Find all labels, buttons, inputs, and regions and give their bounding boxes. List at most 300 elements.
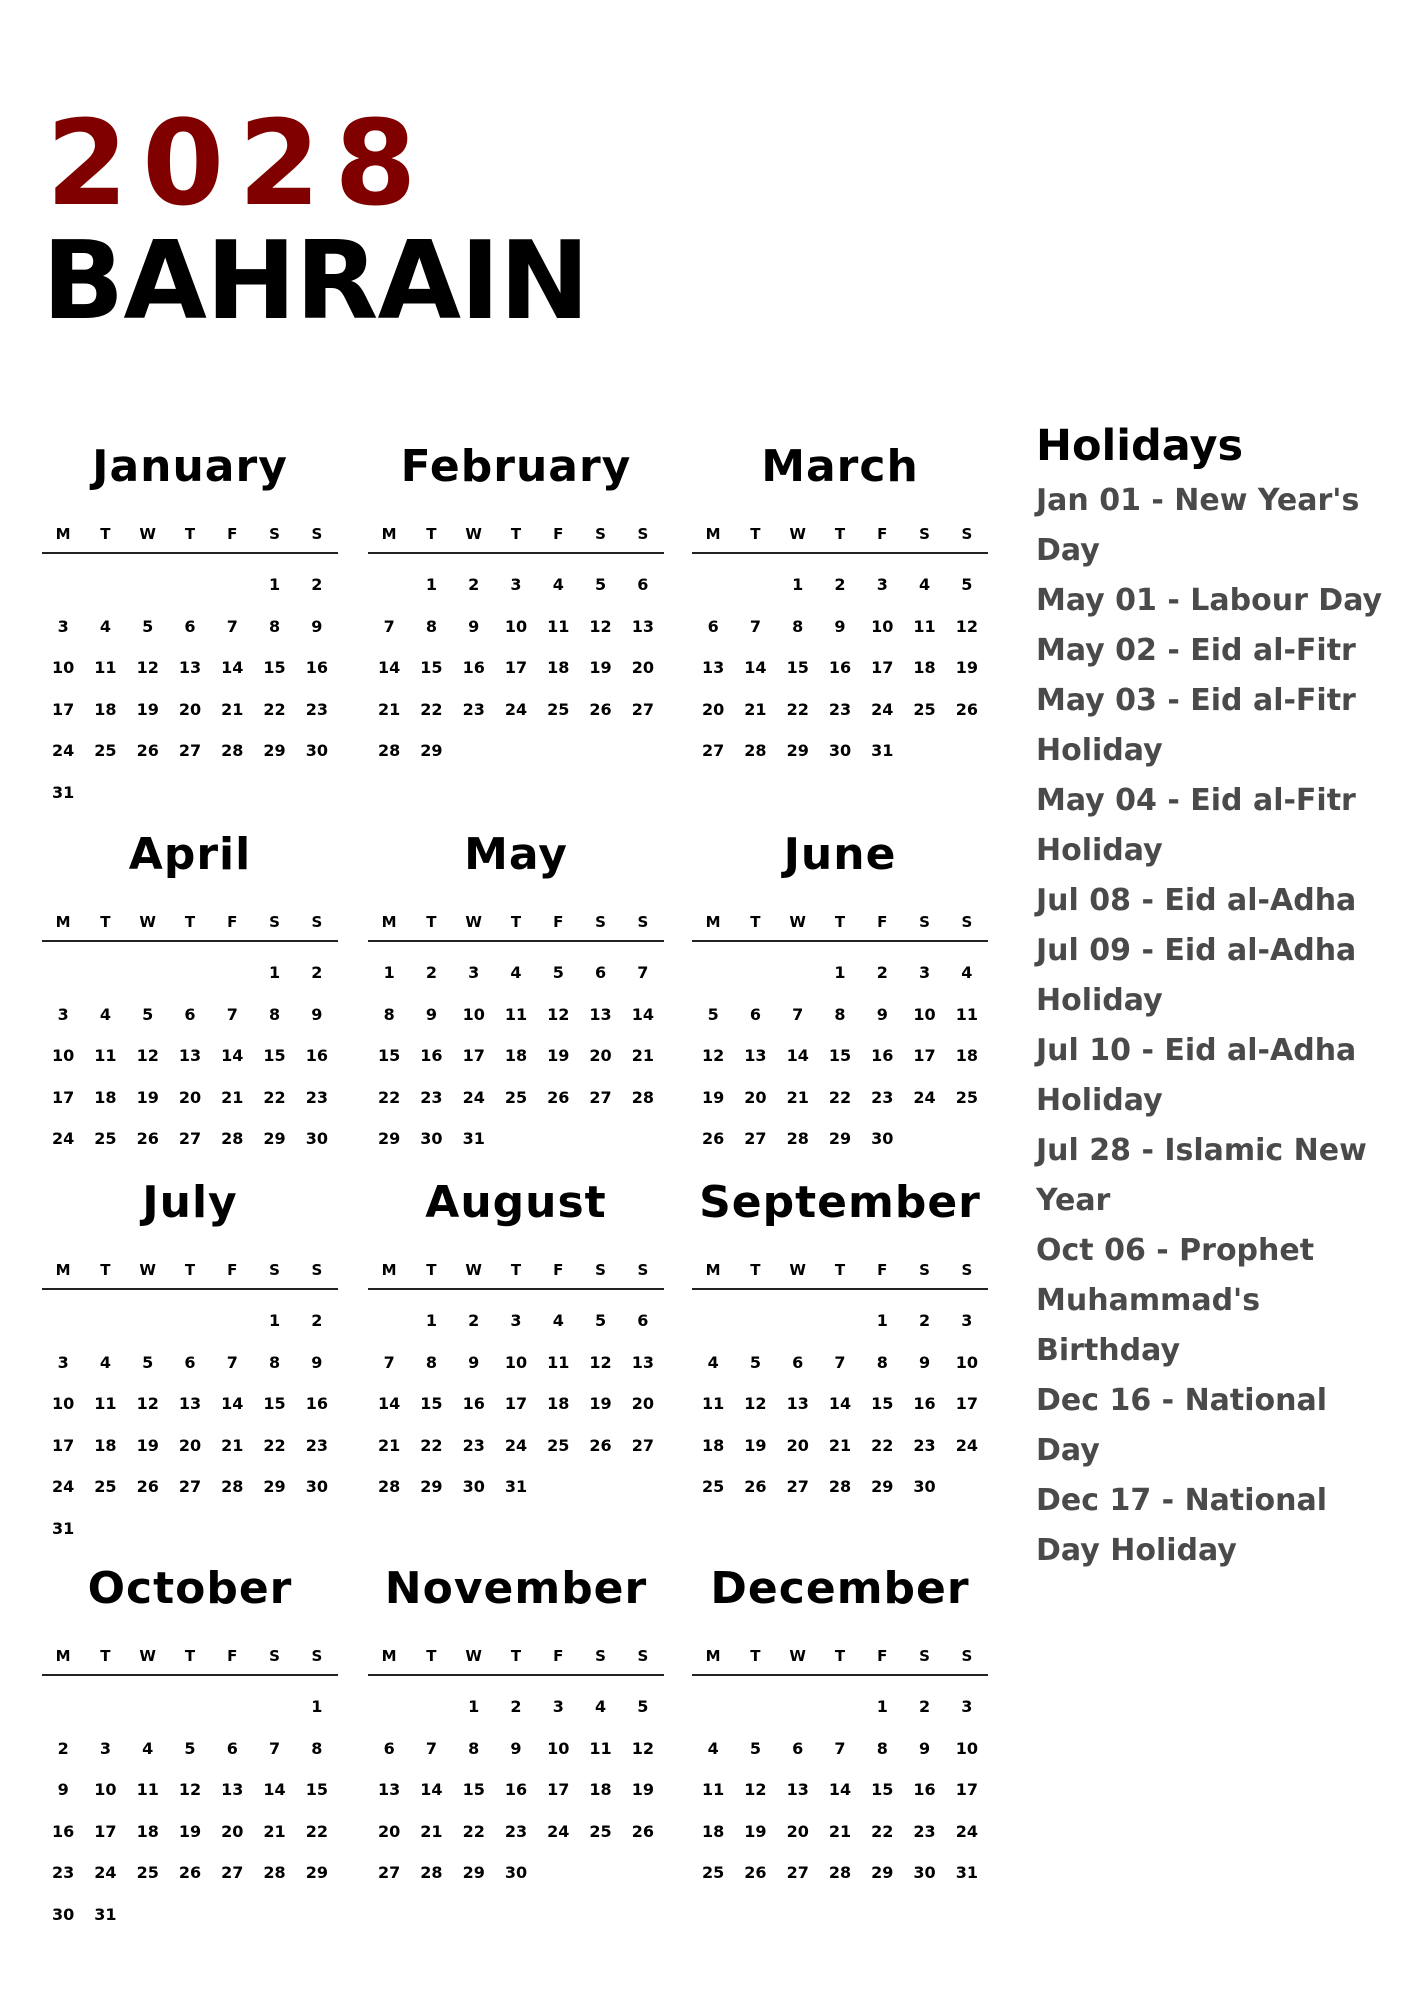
day-cell: 23 bbox=[462, 699, 485, 719]
day-cell: 5 bbox=[961, 575, 973, 594]
weekday-header bbox=[42, 906, 338, 938]
day-cell: 6 bbox=[792, 1352, 804, 1372]
empty-day-cell bbox=[368, 1300, 410, 1342]
day-cell: 24 bbox=[462, 1087, 485, 1107]
day-cell: 7 bbox=[383, 616, 395, 636]
day-cell: 1 bbox=[425, 575, 437, 594]
day-cell: 3 bbox=[468, 963, 480, 982]
day-cell: 28 bbox=[420, 1863, 443, 1882]
day-cell: 7 bbox=[792, 1004, 804, 1024]
day-cell: 1 bbox=[834, 963, 846, 982]
country-title: BAHRAIN bbox=[42, 219, 589, 344]
day-cell: 26 bbox=[547, 1087, 570, 1107]
empty-day-cell bbox=[368, 564, 410, 606]
weekday-label: W bbox=[789, 913, 806, 931]
empty-day-cell bbox=[777, 1300, 819, 1342]
day-cell: 1 bbox=[876, 1697, 888, 1716]
day-grid bbox=[42, 1300, 338, 1549]
day-cell: 1 bbox=[425, 1311, 437, 1330]
day-cell: 30 bbox=[305, 1477, 328, 1496]
day-cell: 12 bbox=[136, 1394, 159, 1413]
month-name: August bbox=[425, 1177, 607, 1228]
day-cell: 29 bbox=[305, 1863, 328, 1882]
weekday-label: S bbox=[637, 525, 649, 543]
day-cell: 18 bbox=[547, 1394, 570, 1413]
day-cell: 29 bbox=[420, 1477, 443, 1496]
month-october bbox=[42, 1562, 338, 1935]
day-cell: 7 bbox=[383, 1352, 395, 1372]
day-cell: 12 bbox=[589, 616, 612, 636]
weekday-label: T bbox=[184, 1647, 196, 1665]
day-cell: 10 bbox=[52, 1046, 75, 1065]
day-cell: 31 bbox=[462, 1129, 485, 1148]
day-cell: 20 bbox=[221, 1821, 244, 1841]
day-cell: 28 bbox=[786, 1129, 809, 1148]
month-june bbox=[692, 828, 988, 1160]
weekday-divider bbox=[42, 940, 338, 942]
weekday-header bbox=[692, 906, 988, 938]
day-cell: 28 bbox=[378, 1477, 401, 1496]
weekday-label: W bbox=[789, 525, 806, 543]
day-cell: 9 bbox=[876, 1004, 888, 1024]
day-cell: 7 bbox=[749, 616, 761, 636]
day-cell: 24 bbox=[871, 699, 894, 719]
empty-day-cell bbox=[777, 952, 819, 994]
day-cell: 16 bbox=[305, 1046, 328, 1065]
day-cell: 3 bbox=[510, 575, 522, 594]
day-cell: 18 bbox=[702, 1821, 725, 1841]
day-cell: 25 bbox=[547, 699, 570, 719]
day-cell: 15 bbox=[462, 1780, 485, 1799]
day-cell: 22 bbox=[462, 1821, 485, 1841]
day-cell: 30 bbox=[305, 741, 328, 760]
day-cell: 15 bbox=[263, 1394, 286, 1413]
weekday-header bbox=[368, 1254, 664, 1286]
day-cell: 10 bbox=[913, 1004, 936, 1024]
day-cell: 20 bbox=[178, 1435, 202, 1455]
empty-day-cell bbox=[169, 564, 211, 606]
day-cell: 18 bbox=[547, 658, 570, 677]
day-cell: 19 bbox=[136, 1087, 159, 1107]
day-cell: 16 bbox=[828, 658, 852, 677]
weekday-label: S bbox=[637, 1261, 649, 1279]
month-may bbox=[368, 828, 664, 1160]
month-january bbox=[42, 440, 338, 813]
weekday-label: T bbox=[426, 525, 437, 543]
month-march bbox=[692, 440, 988, 772]
day-cell: 11 bbox=[94, 1394, 117, 1413]
day-grid bbox=[42, 1686, 338, 1935]
day-cell: 23 bbox=[828, 699, 852, 719]
day-cell: 23 bbox=[305, 1435, 328, 1455]
weekday-label: W bbox=[139, 913, 156, 931]
day-cell: 14 bbox=[378, 658, 401, 677]
weekday-label: T bbox=[834, 913, 846, 931]
day-cell: 26 bbox=[631, 1821, 654, 1841]
empty-day-cell bbox=[819, 1300, 861, 1342]
day-cell: 31 bbox=[52, 782, 75, 802]
weekday-label: S bbox=[595, 913, 606, 931]
day-cell: 8 bbox=[268, 1004, 281, 1024]
weekday-divider bbox=[42, 1288, 338, 1290]
day-cell: 6 bbox=[749, 1004, 761, 1024]
month-name: May bbox=[464, 829, 568, 880]
empty-day-cell bbox=[42, 952, 84, 994]
day-cell: 16 bbox=[913, 1394, 936, 1413]
day-cell: 13 bbox=[178, 1394, 202, 1413]
day-cell: 18 bbox=[94, 1087, 117, 1107]
empty-day-cell bbox=[127, 564, 169, 606]
weekday-label: S bbox=[311, 913, 323, 931]
day-cell: 20 bbox=[702, 699, 725, 719]
day-cell: 15 bbox=[871, 1394, 894, 1413]
month-july bbox=[42, 1176, 338, 1549]
day-cell: 7 bbox=[226, 1004, 238, 1024]
day-cell: 25 bbox=[94, 741, 117, 760]
weekday-label: M bbox=[705, 525, 721, 543]
day-cell: 27 bbox=[744, 1129, 767, 1148]
day-cell: 10 bbox=[52, 1394, 75, 1413]
holiday-item: Jul 08 - Eid al-Adha bbox=[1036, 883, 1357, 918]
month-name: January bbox=[92, 441, 288, 492]
day-cell: 4 bbox=[510, 963, 522, 982]
day-cell: 10 bbox=[955, 1738, 978, 1758]
day-cell: 21 bbox=[221, 1087, 244, 1107]
empty-day-cell bbox=[84, 1686, 126, 1728]
day-cell: 14 bbox=[828, 1394, 852, 1413]
day-grid bbox=[368, 952, 664, 1160]
day-cell: 31 bbox=[955, 1863, 978, 1882]
empty-day-cell bbox=[127, 1300, 169, 1342]
day-cell: 4 bbox=[99, 1004, 111, 1024]
day-cell: 5 bbox=[142, 1352, 154, 1372]
day-cell: 6 bbox=[184, 1352, 196, 1372]
holiday-item: Jul 09 - Eid al-Adha Holiday bbox=[1036, 933, 1357, 1018]
day-cell: 25 bbox=[913, 699, 936, 719]
day-cell: 22 bbox=[263, 699, 286, 719]
day-cell: 18 bbox=[504, 1046, 528, 1065]
weekday-label: M bbox=[381, 525, 397, 543]
day-cell: 21 bbox=[420, 1821, 443, 1841]
empty-day-cell bbox=[127, 952, 169, 994]
weekday-label: M bbox=[705, 913, 721, 931]
day-grid bbox=[692, 1686, 988, 1894]
day-cell: 28 bbox=[828, 1863, 852, 1882]
day-cell: 13 bbox=[589, 1004, 612, 1024]
day-cell: 21 bbox=[828, 1435, 852, 1455]
empty-day-cell bbox=[42, 1686, 84, 1728]
weekday-label: T bbox=[510, 1647, 522, 1665]
month-name: September bbox=[699, 1177, 981, 1228]
day-cell: 7 bbox=[226, 616, 238, 636]
weekday-header bbox=[42, 1640, 338, 1672]
day-cell: 12 bbox=[955, 616, 978, 636]
day-cell: 17 bbox=[955, 1394, 978, 1413]
day-cell: 18 bbox=[94, 1435, 117, 1455]
weekday-label: T bbox=[510, 525, 522, 543]
weekday-label: T bbox=[750, 1647, 761, 1665]
empty-day-cell bbox=[42, 564, 84, 606]
day-cell: 30 bbox=[420, 1129, 443, 1148]
holidays-title: Holidays bbox=[1036, 421, 1244, 471]
day-cell: 3 bbox=[57, 1004, 69, 1024]
day-cell: 28 bbox=[221, 1129, 244, 1148]
day-cell: 31 bbox=[52, 1518, 75, 1538]
day-cell: 11 bbox=[913, 616, 936, 636]
day-cell: 7 bbox=[226, 1352, 238, 1372]
month-name: November bbox=[384, 1563, 648, 1614]
day-cell: 30 bbox=[871, 1129, 894, 1148]
weekday-label: T bbox=[184, 1261, 196, 1279]
day-cell: 3 bbox=[552, 1697, 564, 1716]
day-cell: 31 bbox=[871, 741, 894, 760]
day-cell: 24 bbox=[504, 1435, 528, 1455]
day-cell: 4 bbox=[552, 575, 564, 594]
day-cell: 20 bbox=[786, 1821, 809, 1841]
day-cell: 8 bbox=[425, 1352, 437, 1372]
day-cell: 18 bbox=[955, 1046, 978, 1065]
day-cell: 18 bbox=[913, 658, 936, 677]
day-cell: 12 bbox=[744, 1394, 767, 1413]
empty-day-cell bbox=[169, 1686, 211, 1728]
weekday-label: W bbox=[465, 1647, 482, 1665]
day-cell: 18 bbox=[94, 699, 117, 719]
day-cell: 1 bbox=[383, 963, 395, 982]
day-cell: 14 bbox=[221, 658, 244, 677]
weekday-label: W bbox=[465, 913, 482, 931]
weekday-divider bbox=[368, 940, 664, 942]
day-cell: 26 bbox=[136, 1477, 159, 1496]
day-cell: 9 bbox=[311, 616, 323, 636]
day-cell: 14 bbox=[263, 1780, 286, 1799]
day-cell: 23 bbox=[305, 1087, 328, 1107]
day-cell: 29 bbox=[378, 1129, 401, 1148]
day-cell: 5 bbox=[184, 1738, 196, 1758]
day-cell: 17 bbox=[955, 1780, 978, 1799]
day-cell: 18 bbox=[136, 1821, 159, 1841]
weekday-label: F bbox=[227, 913, 238, 931]
day-cell: 29 bbox=[871, 1863, 894, 1882]
day-cell: 23 bbox=[52, 1863, 75, 1882]
day-cell: 15 bbox=[420, 658, 443, 677]
day-cell: 6 bbox=[637, 575, 649, 594]
day-cell: 24 bbox=[955, 1821, 978, 1841]
day-cell: 27 bbox=[786, 1477, 809, 1496]
day-cell: 2 bbox=[311, 1311, 323, 1330]
weekday-label: T bbox=[750, 1261, 761, 1279]
day-cell: 15 bbox=[263, 1046, 286, 1065]
weekday-label: T bbox=[184, 913, 196, 931]
day-cell: 1 bbox=[268, 575, 281, 594]
day-cell: 26 bbox=[744, 1863, 767, 1882]
day-cell: 14 bbox=[786, 1046, 809, 1065]
day-cell: 27 bbox=[702, 741, 725, 760]
day-cell: 14 bbox=[420, 1780, 443, 1799]
day-cell: 16 bbox=[305, 658, 328, 677]
day-cell: 9 bbox=[311, 1004, 323, 1024]
day-grid bbox=[42, 564, 338, 813]
day-cell: 21 bbox=[378, 1435, 401, 1455]
day-cell: 10 bbox=[871, 616, 894, 636]
day-cell: 20 bbox=[786, 1435, 809, 1455]
weekday-label: M bbox=[381, 913, 397, 931]
weekday-label: F bbox=[227, 525, 238, 543]
month-september bbox=[692, 1176, 988, 1508]
weekday-header bbox=[42, 518, 338, 550]
day-cell: 12 bbox=[702, 1046, 725, 1065]
day-cell: 10 bbox=[504, 1352, 528, 1372]
weekday-label: S bbox=[595, 1261, 606, 1279]
day-cell: 22 bbox=[263, 1435, 286, 1455]
weekday-label: T bbox=[100, 525, 111, 543]
weekday-header bbox=[368, 1640, 664, 1672]
weekday-header bbox=[42, 1254, 338, 1286]
day-cell: 20 bbox=[178, 699, 202, 719]
empty-day-cell bbox=[127, 1686, 169, 1728]
day-cell: 4 bbox=[918, 575, 931, 594]
day-cell: 25 bbox=[504, 1087, 528, 1107]
empty-day-cell bbox=[84, 952, 126, 994]
weekday-label: T bbox=[100, 1647, 111, 1665]
weekday-label: S bbox=[919, 1647, 930, 1665]
weekday-label: T bbox=[834, 525, 846, 543]
day-cell: 17 bbox=[52, 699, 75, 719]
day-cell: 11 bbox=[547, 616, 570, 636]
day-cell: 12 bbox=[178, 1780, 202, 1799]
day-cell: 2 bbox=[468, 575, 480, 594]
day-cell: 6 bbox=[184, 616, 196, 636]
day-cell: 5 bbox=[707, 1004, 719, 1024]
day-cell: 19 bbox=[955, 658, 978, 677]
day-cell: 29 bbox=[263, 741, 286, 760]
day-cell: 19 bbox=[744, 1821, 767, 1841]
year-title: 2028 bbox=[46, 94, 431, 232]
month-november bbox=[368, 1562, 664, 1894]
day-cell: 13 bbox=[631, 616, 654, 636]
day-cell: 30 bbox=[504, 1863, 528, 1882]
day-cell: 17 bbox=[52, 1435, 75, 1455]
day-cell: 23 bbox=[871, 1087, 894, 1107]
weekday-label: M bbox=[55, 1647, 71, 1665]
day-cell: 9 bbox=[918, 1352, 931, 1372]
empty-day-cell bbox=[692, 952, 734, 994]
empty-day-cell bbox=[84, 564, 126, 606]
day-cell: 16 bbox=[913, 1780, 936, 1799]
day-cell: 5 bbox=[142, 1004, 154, 1024]
weekday-label: F bbox=[877, 525, 888, 543]
day-cell: 1 bbox=[792, 575, 804, 594]
day-cell: 17 bbox=[871, 658, 894, 677]
day-cell: 29 bbox=[420, 741, 443, 760]
holiday-item: May 04 - Eid al-Fitr Holiday bbox=[1036, 783, 1356, 868]
day-cell: 8 bbox=[311, 1738, 323, 1758]
empty-day-cell bbox=[211, 1300, 253, 1342]
weekday-label: S bbox=[961, 913, 973, 931]
weekday-label: W bbox=[139, 525, 156, 543]
day-cell: 4 bbox=[99, 1352, 111, 1372]
day-cell: 26 bbox=[589, 699, 612, 719]
day-grid bbox=[368, 564, 664, 772]
weekday-label: F bbox=[877, 913, 888, 931]
weekday-label: M bbox=[55, 525, 71, 543]
day-cell: 13 bbox=[178, 658, 202, 677]
day-cell: 23 bbox=[504, 1821, 528, 1841]
weekday-label: S bbox=[311, 1261, 323, 1279]
day-cell: 15 bbox=[786, 658, 809, 677]
holiday-item: Dec 17 - National Day Holiday bbox=[1036, 1483, 1328, 1568]
empty-day-cell bbox=[169, 952, 211, 994]
day-cell: 9 bbox=[510, 1738, 522, 1758]
day-cell: 20 bbox=[631, 1394, 654, 1413]
day-cell: 16 bbox=[462, 1394, 485, 1413]
day-cell: 13 bbox=[786, 1394, 809, 1413]
day-cell: 17 bbox=[94, 1821, 117, 1841]
weekday-label: T bbox=[510, 913, 522, 931]
holiday-item: May 03 - Eid al-Fitr Holiday bbox=[1036, 683, 1356, 768]
day-cell: 11 bbox=[94, 1046, 117, 1065]
day-cell: 25 bbox=[589, 1821, 612, 1841]
weekday-divider bbox=[368, 552, 664, 554]
day-cell: 27 bbox=[221, 1863, 244, 1882]
month-name: December bbox=[710, 1563, 970, 1614]
weekday-label: F bbox=[553, 525, 564, 543]
day-cell: 21 bbox=[786, 1087, 809, 1107]
empty-day-cell bbox=[692, 564, 734, 606]
day-cell: 7 bbox=[834, 1738, 846, 1758]
day-cell: 14 bbox=[828, 1780, 852, 1799]
holidays-panel bbox=[1036, 420, 1396, 1576]
day-cell: 6 bbox=[383, 1738, 395, 1758]
day-cell: 3 bbox=[961, 1697, 973, 1716]
day-cell: 14 bbox=[221, 1394, 244, 1413]
day-cell: 27 bbox=[178, 741, 202, 760]
day-cell: 15 bbox=[828, 1046, 852, 1065]
day-cell: 11 bbox=[504, 1004, 528, 1024]
day-cell: 11 bbox=[94, 658, 117, 677]
month-name: March bbox=[761, 441, 919, 492]
day-cell: 21 bbox=[378, 699, 401, 719]
day-cell: 29 bbox=[263, 1129, 286, 1148]
weekday-label: T bbox=[100, 1261, 111, 1279]
empty-day-cell bbox=[734, 952, 776, 994]
day-cell: 3 bbox=[99, 1738, 111, 1758]
day-cell: 28 bbox=[263, 1863, 286, 1882]
day-cell: 30 bbox=[305, 1129, 328, 1148]
day-cell: 25 bbox=[702, 1477, 725, 1496]
day-cell: 26 bbox=[955, 699, 978, 719]
empty-day-cell bbox=[734, 1686, 776, 1728]
day-cell: 4 bbox=[99, 616, 111, 636]
day-cell: 21 bbox=[828, 1821, 852, 1841]
day-cell: 30 bbox=[913, 1477, 936, 1496]
holiday-item: Jan 01 - New Year's Day bbox=[1036, 483, 1360, 568]
weekday-label: W bbox=[465, 525, 482, 543]
day-cell: 16 bbox=[871, 1046, 894, 1065]
day-cell: 5 bbox=[594, 575, 607, 594]
day-cell: 9 bbox=[468, 616, 480, 636]
day-cell: 3 bbox=[876, 575, 888, 594]
day-grid bbox=[692, 952, 988, 1160]
day-cell: 10 bbox=[547, 1738, 570, 1758]
day-cell: 22 bbox=[828, 1087, 852, 1107]
weekday-label: M bbox=[381, 1261, 397, 1279]
day-cell: 22 bbox=[871, 1435, 894, 1455]
weekday-label: T bbox=[184, 525, 196, 543]
weekday-label: W bbox=[789, 1647, 806, 1665]
day-cell: 18 bbox=[589, 1780, 612, 1799]
day-cell: 13 bbox=[744, 1046, 767, 1065]
day-cell: 4 bbox=[594, 1697, 607, 1716]
